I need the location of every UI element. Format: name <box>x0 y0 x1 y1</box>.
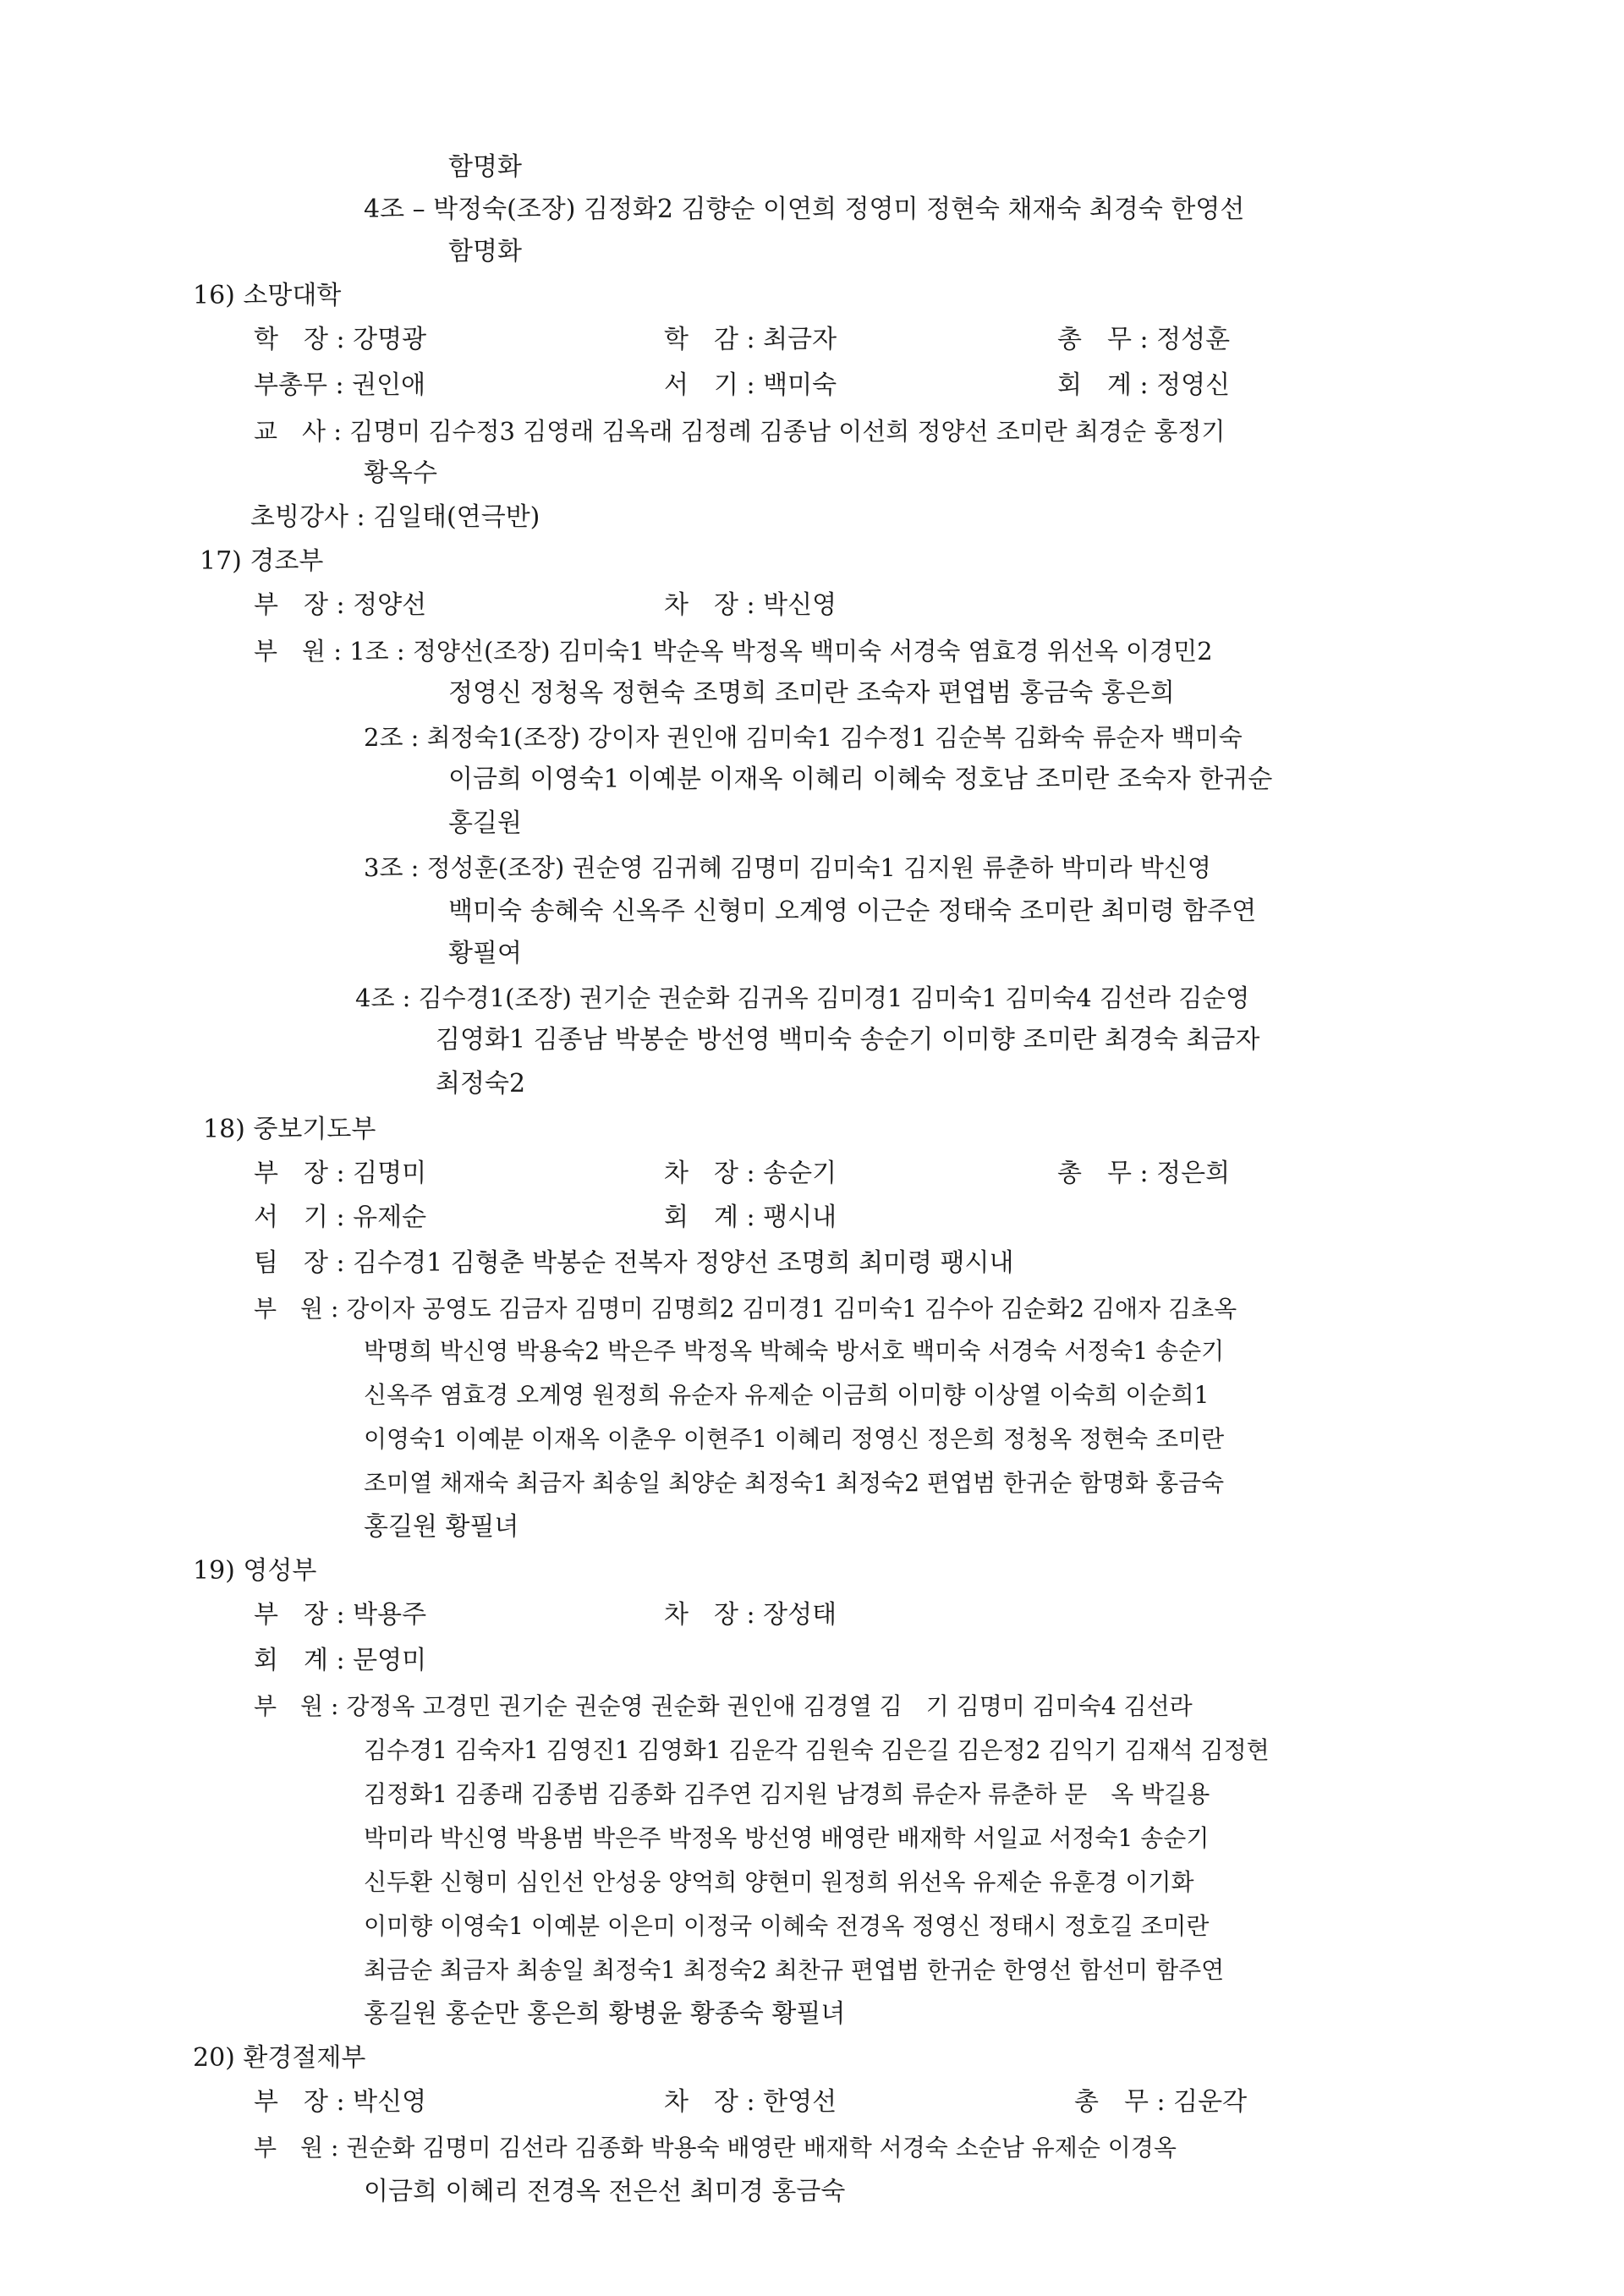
section-heading: 17) 경조부 <box>200 546 324 576</box>
text-line: 부 장 : 박용주 <box>254 1600 427 1630</box>
text-line: 회 계 : 정영신 <box>1057 370 1231 400</box>
text-line: 3조 : 정성훈(조장) 권순영 김귀혜 김명미 김미숙1 김지원 류춘하 박미라 박신영 <box>364 853 1211 882</box>
text-line: 총 무 : 정성훈 <box>1057 325 1231 354</box>
text-line: 학 감 : 최금자 <box>664 325 837 354</box>
text-line: 부 원 : 강정옥 고경민 권기순 권순영 권순화 권인애 김경열 김 기 김명미 김미숙4 김선라 <box>254 1692 1193 1720</box>
text-line: 2조 : 최정숙1(조장) 강이자 권인애 김미숙1 김수정1 김순복 김화숙 류순자 백미숙 <box>364 723 1243 752</box>
text-line: 회 계 : 팽시내 <box>664 1203 837 1232</box>
text-line: 최정숙2 <box>436 1069 526 1099</box>
text-line: 부 원 : 강이자 공영도 김금자 김명미 김명희2 김미경1 김미숙1 김수아 김순화2 김애자 김초옥 <box>254 1295 1237 1323</box>
section-heading: 18) 중보기도부 <box>203 1115 376 1144</box>
text-line: 부 원 : 1조 : 정양선(조장) 김미숙1 박순옥 박정옥 백미숙 서경숙 염효경 위선옥 이경민2 <box>254 637 1213 666</box>
text-line: 4조 – 박정숙(조장) 김정화2 김향순 이연희 정영미 정현숙 채재숙 최경숙 한영선 <box>364 195 1245 224</box>
text-line: 최금순 최금자 최송일 최정숙1 최정숙2 최찬규 편엽범 한귀순 한영선 함선미 함주연 <box>364 1956 1225 1984</box>
text-line: 이영숙1 이예분 이재옥 이춘우 이현주1 이혜리 정영신 정은희 정청옥 정현숙 조미란 <box>364 1425 1225 1453</box>
text-line: 부총무 : 권인애 <box>254 370 426 400</box>
text-line: 김정화1 김종래 김종범 김종화 김주연 김지원 남경희 류순자 류춘하 문 옥 박길용 <box>364 1780 1210 1808</box>
text-line: 부 장 : 정양선 <box>254 590 427 620</box>
text-line: 박미라 박신영 박용범 박은주 박정옥 방선영 배영란 배재학 서일교 서정숙1 송순기 <box>364 1824 1210 1852</box>
text-line: 회 계 : 문영미 <box>254 1646 427 1675</box>
text-line: 이금희 이혜리 전경옥 전은선 최미경 홍금숙 <box>364 2177 846 2206</box>
text-line: 조미열 채재숙 최금자 최송일 최양순 최정숙1 최정숙2 편엽범 한귀순 함명화 홍금숙 <box>364 1469 1225 1497</box>
text-line: 차 장 : 박신영 <box>664 590 837 620</box>
text-line: 4조 : 김수경1(조장) 권기순 권순화 김귀옥 김미경1 김미숙1 김미숙4 김선라 김순영 <box>355 984 1250 1012</box>
text-line: 홍길원 황필녀 <box>364 1512 519 1542</box>
text-line: 홍길원 <box>448 808 522 838</box>
text-line: 차 장 : 송순기 <box>664 1159 837 1188</box>
text-line: 서 기 : 유제순 <box>254 1203 427 1232</box>
text-line: 홍길원 홍순만 홍은희 황병윤 황종숙 황필녀 <box>364 1999 846 2029</box>
text-line: 총 무 : 김운각 <box>1074 2087 1248 2117</box>
section-heading: 16) 소망대학 <box>193 281 342 310</box>
text-line: 차 장 : 장성태 <box>664 1600 837 1630</box>
text-line: 황필여 <box>448 939 522 968</box>
text-line: 초빙강사 : 김일태(연극반) <box>250 502 540 532</box>
text-line: 교 사 : 김명미 김수정3 김영래 김옥래 김정례 김종남 이선희 정양선 조미란 최경순 홍정기 <box>254 417 1226 446</box>
section-heading: 19) 영성부 <box>193 1556 317 1586</box>
text-line: 박명희 박신영 박용숙2 박은주 박정옥 박혜숙 방서호 백미숙 서경숙 서정숙1 송순기 <box>364 1337 1225 1365</box>
text-line: 이금희 이영숙1 이예분 이재옥 이혜리 이혜숙 정호남 조미란 조숙자 한귀순 <box>448 764 1273 794</box>
text-line: 김수경1 김숙자1 김영진1 김영화1 김운각 김원숙 김은길 김은정2 김익기 김재석 김정현 <box>364 1736 1270 1764</box>
text-line: 서 기 : 백미숙 <box>664 370 837 400</box>
text-line: 신두환 신형미 심인선 안성웅 양억희 양현미 원정희 위선옥 유제순 유훈경 이기화 <box>364 1868 1194 1896</box>
text-line: 함명화 <box>448 152 522 182</box>
text-line: 정영신 정청옥 정현숙 조명희 조미란 조숙자 편엽범 홍금숙 홍은희 <box>448 678 1175 708</box>
text-line: 총 무 : 정은희 <box>1057 1159 1231 1188</box>
text-line: 부 원 : 권순화 김명미 김선라 김종화 박용숙 배영란 배재학 서경숙 소순남 유제순 이경옥 <box>254 2134 1177 2162</box>
text-line: 함명화 <box>448 237 522 266</box>
section-heading: 20) 환경절제부 <box>193 2043 366 2073</box>
text-line: 김영화1 김종남 박봉순 방선영 백미숙 송순기 이미향 조미란 최경숙 최금자 <box>436 1025 1260 1055</box>
text-line: 부 장 : 김명미 <box>254 1159 427 1188</box>
text-line: 신옥주 염효경 오계영 원정희 유순자 유제순 이금희 이미향 이상열 이숙희 이순희1 <box>364 1381 1210 1409</box>
text-line: 백미숙 송혜숙 신옥주 신형미 오계영 이근순 정태숙 조미란 최미령 함주연 <box>448 896 1257 926</box>
text-line: 차 장 : 한영선 <box>664 2087 837 2117</box>
text-line: 학 장 : 강명광 <box>254 325 427 354</box>
text-line: 부 장 : 박신영 <box>254 2087 427 2117</box>
text-line: 팀 장 : 김수경1 김형춘 박봉순 전복자 정양선 조명희 최미령 팽시내 <box>254 1248 1014 1278</box>
text-line: 황옥수 <box>364 458 437 488</box>
text-line: 이미향 이영숙1 이예분 이은미 이정국 이혜숙 전경옥 정영신 정태시 정호길 조미란 <box>364 1912 1210 1940</box>
